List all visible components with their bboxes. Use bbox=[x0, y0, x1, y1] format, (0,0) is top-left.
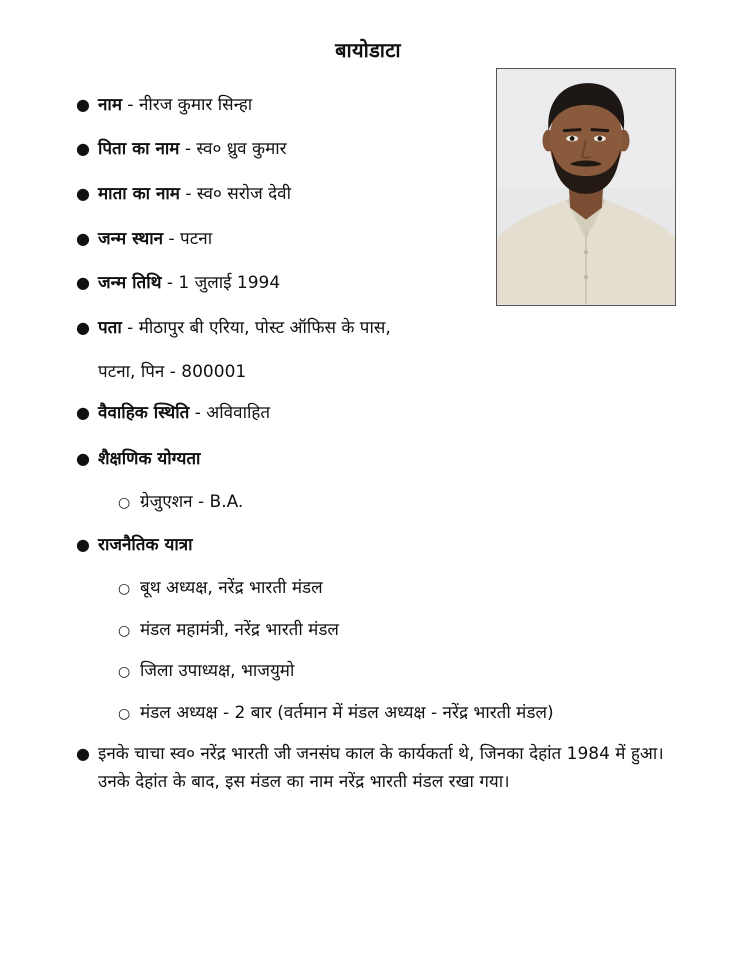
field-label: शैक्षणिक योग्यता bbox=[98, 449, 201, 469]
portrait-image bbox=[497, 69, 675, 305]
bullet: ● bbox=[76, 139, 90, 158]
field-label: माता का नाम bbox=[98, 184, 180, 204]
field-education bbox=[76, 448, 200, 470]
education-item bbox=[118, 491, 243, 514]
field-label: जन्म स्थान bbox=[98, 229, 164, 249]
note-paragraph bbox=[76, 740, 676, 796]
field-label: नाम bbox=[98, 95, 123, 115]
field-address-line2: पटना, पिन - 800001 bbox=[98, 362, 247, 382]
field-father-name bbox=[76, 138, 287, 160]
field-name bbox=[76, 94, 252, 116]
field-value: - 1 जुलाई 1994 bbox=[161, 273, 281, 293]
political-item bbox=[118, 577, 323, 600]
field-date-of-birth bbox=[76, 272, 280, 294]
field-value: - स्व० ध्रुव कुमार bbox=[179, 139, 287, 159]
field-marital-status bbox=[76, 402, 270, 424]
field-mother-name bbox=[76, 183, 291, 205]
political-item bbox=[118, 702, 554, 725]
field-political-journey bbox=[76, 534, 193, 556]
field-birthplace bbox=[76, 228, 212, 250]
field-label: वैवाहिक स्थिति bbox=[98, 403, 190, 423]
bullet: ● bbox=[76, 229, 90, 248]
bullet: ● bbox=[76, 403, 90, 422]
field-value: - मीठापुर बी एरिया, पोस्ट ऑफिस के पास, bbox=[121, 318, 391, 338]
political-item-text: मंडल अध्यक्ष - 2 बार (वर्तमान में मंडल अध्यक्ष - नरेंद्र भारती मंडल) bbox=[140, 703, 554, 723]
profile-photo bbox=[496, 68, 676, 306]
field-value: - अविवाहित bbox=[189, 403, 271, 423]
political-item-text: बूथ अध्यक्ष, नरेंद्र भारती मंडल bbox=[140, 578, 323, 598]
political-item-text: जिला उपाध्यक्ष, भाजयुमो bbox=[140, 661, 295, 681]
field-value: - नीरज कुमार सिन्हा bbox=[122, 95, 253, 115]
political-item bbox=[118, 619, 339, 642]
field-label: जन्म तिथि bbox=[98, 273, 162, 293]
political-item bbox=[118, 660, 294, 683]
education-item-text: ग्रेजुएशन - B.A. bbox=[140, 492, 244, 512]
bullet: ● bbox=[76, 449, 90, 468]
sub-bullet: ○ bbox=[118, 581, 131, 597]
sub-bullet: ○ bbox=[118, 706, 131, 722]
bullet: ● bbox=[76, 184, 90, 203]
political-item-text: मंडल महामंत्री, नरेंद्र भारती मंडल bbox=[140, 620, 339, 640]
field-label: राजनैतिक यात्रा bbox=[98, 535, 193, 555]
bullet: ● bbox=[76, 273, 90, 292]
bullet: ● bbox=[76, 95, 90, 114]
field-label: पता bbox=[98, 318, 122, 338]
field-label: पिता का नाम bbox=[98, 139, 180, 159]
field-value: - स्व० सरोज देवी bbox=[179, 184, 291, 204]
field-address bbox=[76, 317, 391, 339]
field-value: - पटना bbox=[163, 229, 213, 249]
sub-bullet: ○ bbox=[118, 623, 131, 639]
note-text: इनके चाचा स्व० नरेंद्र भारती जी जनसंघ काल के कार्यकर्ता थे, जिनका देहांत 1984 में हुआ। उनके देहांत के बाद, इस मंडल का नाम नरेंद्र भारती मंडल रखा गया। bbox=[98, 744, 664, 792]
bullet: ● bbox=[76, 535, 90, 554]
page-title: बायोडाटा bbox=[335, 38, 401, 62]
bullet: ● bbox=[76, 744, 90, 763]
bullet: ● bbox=[76, 318, 90, 337]
sub-bullet: ○ bbox=[118, 664, 131, 680]
sub-bullet: ○ bbox=[118, 495, 131, 511]
